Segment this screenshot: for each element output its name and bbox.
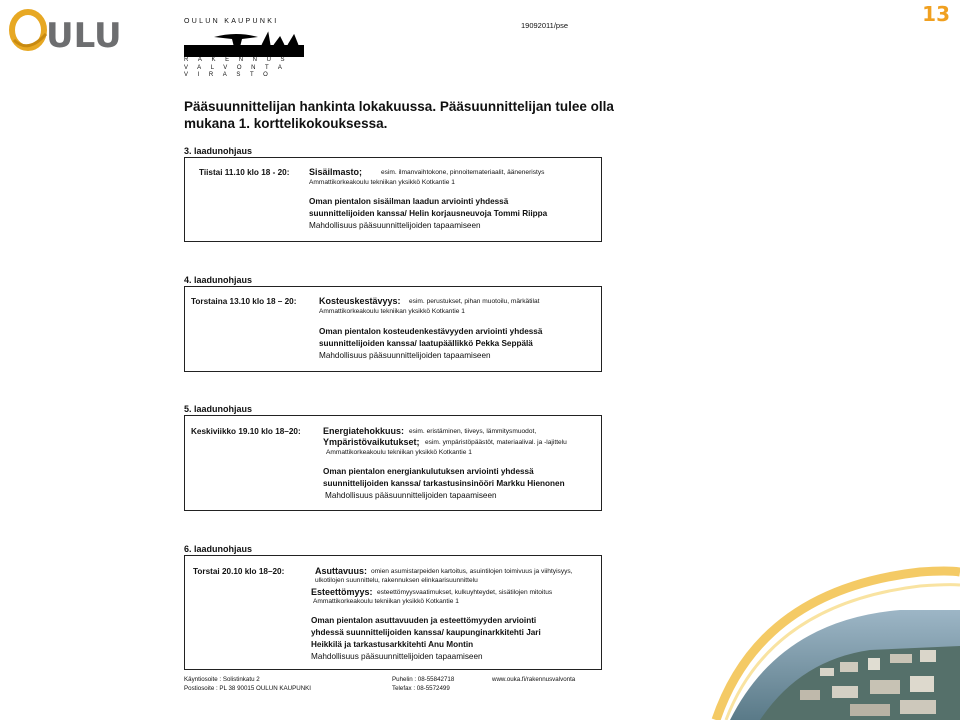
session-topic-detail: esim. perustukset, pihan muotoilu, märkätilat [409,298,540,305]
footer-web-link[interactable]: www.ouka.fi/rakennusvalvonta [492,676,576,683]
session-venue: Ammattikorkeakoulu tekniikan yksikkö Kotkantie 1 [319,308,465,315]
session-topic: Asuttavuus: [315,566,368,576]
session-topic-2: Esteettömyys: [311,587,373,597]
session-time: Keskiviikko 19.10 klo 18–20: [191,427,301,436]
oulu-logo [6,4,136,54]
section-title-3: 3. laadunohjaus [184,146,253,156]
session-topic: Kosteuskestävyys: [319,296,401,306]
section-box-4 [184,286,602,372]
session-lead-line: yhdessä suunnittelijoiden kanssa/ kaupunginarkkitehti Jari [311,628,541,637]
session-note: Mahdollisuus pääsuunnittelijoiden tapaamiseen [309,221,481,230]
city-emblem-icon [184,27,304,57]
session-lead-line: suunnittelijoiden kanssa/ laatupäällikkö Pekka Seppälä [319,339,533,348]
svg-text:ULU: ULU [46,16,122,54]
footer-postal: Postiosoite : PL 38 90015 OULUN KAUPUNKI [184,685,312,692]
section-title-6: 6. laadunohjaus [184,544,253,554]
session-venue: Ammattikorkeakoulu tekniikan yksikkö Kotkantie 1 [309,179,455,186]
session-topic: Energiatehokkuus: [323,426,405,436]
section-box-3 [184,157,602,242]
session-lead-line: Oman pientalon kosteudenkestävyyden arviointi yhdessä [319,327,543,336]
session-lead-line: suunnittelijoiden kanssa/ Helin korjausneuvoja Tommi Riippa [309,209,548,218]
city-aerial-image [700,550,960,720]
document-reference: 19092011/pse [521,21,568,30]
section-box-6 [184,555,602,670]
session-lead-line: suunnittelijoiden kanssa/ tarkastusinsinööri Markku Hienonen [323,479,565,488]
dept-line-3: VIRASTO [184,72,278,78]
dept-line-2: VALVONTA [184,64,292,71]
session-note: Mahdollisuus pääsuunnittelijoiden tapaamiseen [325,491,497,500]
session-venue: Ammattikorkeakoulu tekniikan yksikkö Kotkantie 1 [313,598,459,605]
session-note: Mahdollisuus pääsuunnittelijoiden tapaamiseen [311,652,483,661]
section-title-5: 5. laadunohjaus [184,404,253,414]
footer-phone: Puhelin : 08-55842718 [392,676,455,683]
session-topic-detail-2: ulkotilojen suunnittelu, rakennuksen elinkaarisuunnittelu [315,577,478,584]
session-lead-line: Oman pientalon sisäilman laadun arviointi yhdessä [309,197,509,206]
org-name: OULUN KAUPUNKI [184,18,279,25]
session-topic-2-detail: esim. ympäristöpäästöt, materiaalival. ja -lajittelu [425,439,567,446]
session-topic: Sisäilmasto; [309,167,363,177]
page-heading: Pääsuunnittelijan hankinta lokakuussa. Pääsuunnittelijan tulee olla mukana 1. korttelikokouksessa. [184,99,614,131]
org-header [184,18,314,80]
session-lead-line: Heikkilä ja tarkastusarkkitehti Anu Montin [311,640,474,649]
session-time: Tiistai 11.10 klo 18 - 20: [199,168,290,177]
page-number: 13 [922,2,950,26]
session-topic-detail: esim. ilmanvaihtokone, pinnoitemateriaalit, ääneneristys [381,169,545,176]
section-box-5 [184,415,602,511]
footer-address: Käyntiosoite : Solistinkatu 2 [184,676,260,683]
session-lead-line: Oman pientalon energiankulutuksen arviointi yhdessä [323,467,534,476]
session-time: Torstaina 13.10 klo 18 – 20: [191,297,297,306]
section-title-4: 4. laadunohjaus [184,275,253,285]
session-topic-2: Ympäristövaikutukset; [323,437,420,447]
session-topic-2-detail: esteettömyysvaatimukset, kulkuyhteydet, sisätilojen mitoitus [377,589,553,596]
session-lead-line: Oman pientalon asuttavuuden ja esteettömyyden arviointi [311,616,537,625]
session-note: Mahdollisuus pääsuunnittelijoiden tapaamiseen [319,351,491,360]
session-topic-detail: omien asumistarpeiden kartoitus, asuintilojen toimivuus ja viihtyisyys, [371,568,573,575]
footer-fax: Telefax : 08-5572499 [392,685,450,692]
session-venue: Ammattikorkeakoulu tekniikan yksikkö Kotkantie 1 [326,449,472,456]
dept-line-1: RAKENNUS [184,57,295,63]
session-topic-detail: esim. eristäminen, tiiveys, lämmitysmuodot, [409,428,537,435]
session-time: Torstai 20.10 klo 18–20: [193,567,285,576]
